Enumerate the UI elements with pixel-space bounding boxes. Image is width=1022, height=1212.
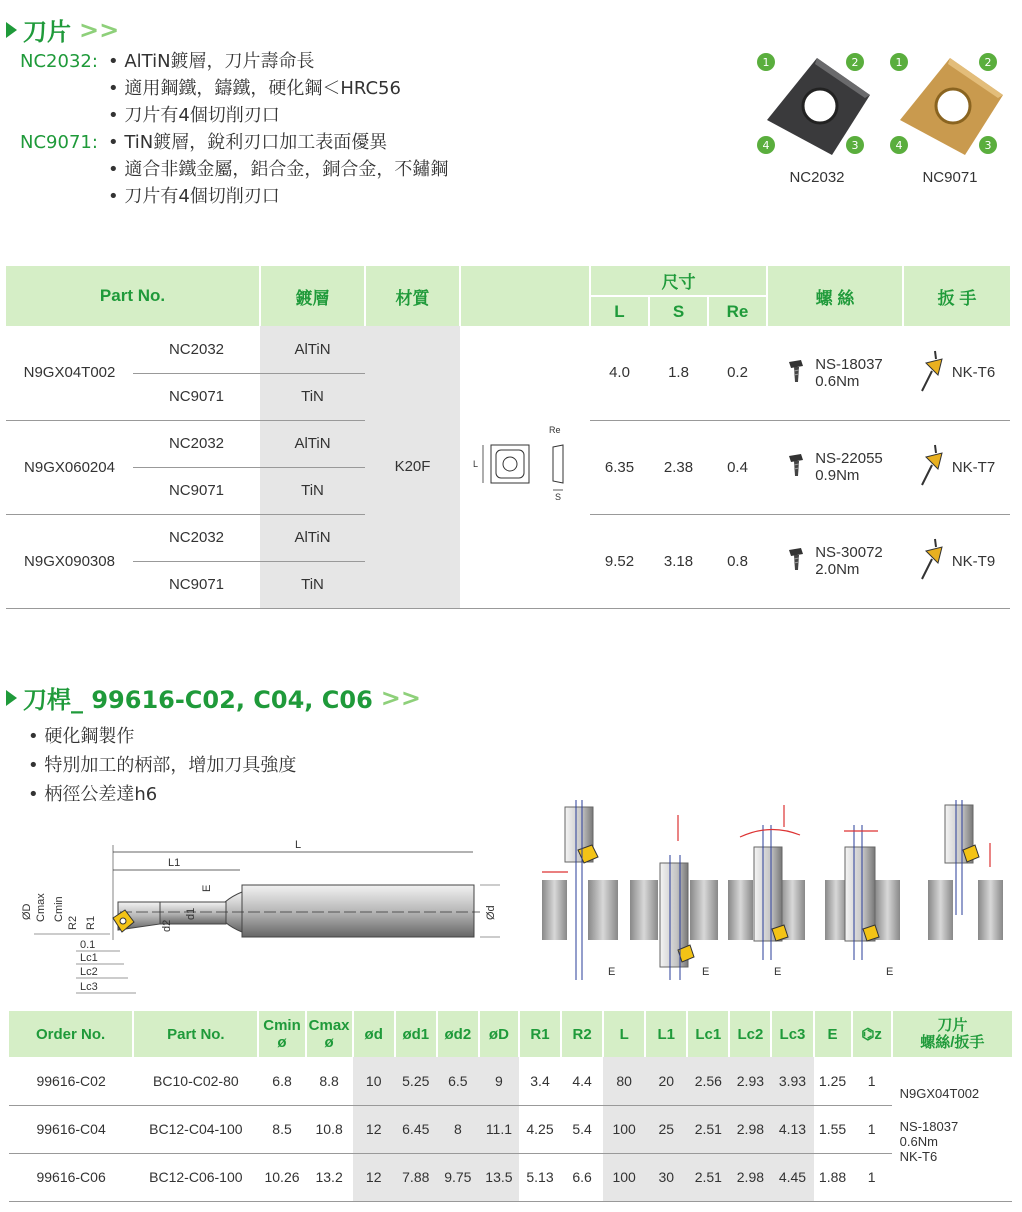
holder-th-11: L1: [645, 1011, 687, 1057]
th-screw: 螺 絲: [767, 266, 903, 326]
S-cell: 1.8: [649, 326, 708, 420]
grade-cell: NC2032: [133, 326, 260, 373]
holder-th-13: Lc2: [729, 1011, 771, 1057]
operation-diagrams: [530, 795, 1010, 985]
holder-cell: 20: [645, 1057, 687, 1105]
holder-cell: 6.6: [561, 1153, 603, 1201]
spec-torque: 0.6Nm: [899, 1134, 938, 1149]
th-material: 材質: [365, 266, 460, 326]
holder-cell: 10: [353, 1057, 395, 1105]
insert-image-nc2032: [752, 50, 882, 190]
svg-text:3: 3: [851, 139, 859, 152]
dim-d1: d1: [185, 907, 197, 920]
feature-text: • TiN鍍層，銳利刃口加工表面優異: [108, 132, 388, 153]
wrench-icon: [918, 349, 946, 397]
feature-text: • 適用鋼鐵，鑄鐵，硬化鋼＜HRC56: [108, 78, 401, 99]
insert-title-text: 刀片: [23, 18, 71, 46]
coating-cell: AlTiN: [260, 326, 365, 373]
holder-cell: 3.93: [771, 1057, 813, 1105]
grade-cell: NC2032: [133, 514, 260, 561]
holder-th-14: Lc3: [771, 1011, 813, 1057]
holder-th-7: øD: [479, 1011, 519, 1057]
svg-text:2: 2: [851, 56, 859, 69]
screw-code: NS-22055: [815, 450, 883, 467]
holder-cell: 99616-C06: [9, 1153, 133, 1201]
holder-cell: 12: [353, 1153, 395, 1201]
holder-cell: 8.8: [306, 1057, 353, 1105]
holder-th-4: ød: [353, 1011, 395, 1057]
dim-d2: d2: [161, 919, 173, 932]
screw-torque: 0.9Nm: [815, 467, 860, 484]
coating-cell: AlTiN: [260, 514, 365, 561]
holder-title-text: 刀桿_ 99616-C02, C04, C06: [23, 686, 373, 714]
table-row: [9, 1057, 1012, 1105]
feature-grade-label: [20, 75, 108, 102]
feature-text: • AlTiN鍍層，刀片壽命長: [108, 51, 315, 72]
feature-grade-label: [20, 183, 108, 210]
holder-cell: BC12-C06-100: [133, 1153, 258, 1201]
coating-cell: AlTiN: [260, 420, 365, 467]
material-cell: K20F: [365, 326, 460, 608]
tool-holder-drawing: [10, 830, 510, 1000]
holder-cell: 9.75: [437, 1153, 479, 1201]
holder-cell: BC10-C02-80: [133, 1057, 258, 1105]
insert-caption-nc9071: NC9071: [922, 169, 978, 186]
holder-cell: 100: [603, 1105, 645, 1153]
wrench-cell: [903, 326, 1010, 420]
triangle-bullet-icon: [6, 690, 17, 706]
triangle-bullet-icon: [6, 22, 17, 38]
insert-image-nc9071: [885, 50, 1015, 190]
holder-th-17: 刀片 螺絲/扳手: [892, 1011, 1012, 1057]
holder-feature-3: • 柄徑公差達h6: [28, 784, 158, 805]
screw-icon: [787, 452, 809, 482]
insert-feature-1: [20, 48, 580, 75]
holder-cell: 25: [645, 1105, 687, 1153]
wrench-code: NK-T7: [951, 458, 996, 476]
spec-insert: N9GX04T002: [899, 1086, 980, 1101]
S-cell: 3.18: [649, 514, 708, 608]
holder-cell: 5.13: [519, 1153, 561, 1201]
title-arrows: >>: [380, 683, 422, 712]
insert-section-title: [6, 12, 119, 47]
dim-Cmax: Cmax: [35, 893, 47, 922]
dim-Cmin: Cmin: [53, 896, 65, 922]
dim-L1: L1: [168, 857, 181, 869]
holder-cell: 9: [479, 1057, 519, 1105]
holder-cell: 5.4: [561, 1105, 603, 1153]
feature-text: • 刀片有4個切削刃口: [108, 105, 280, 126]
dim-Lc2: Lc2: [80, 966, 98, 978]
screw-code: NS-30072: [815, 544, 883, 561]
holder-cell: 1.55: [814, 1105, 852, 1153]
feature-grade-label: [20, 102, 108, 129]
op-E-3: E: [774, 966, 782, 978]
screw-cell: [767, 420, 903, 514]
insert-feature-6: [20, 183, 580, 210]
L-cell: 6.35: [590, 420, 649, 514]
insert-caption-nc2032: NC2032: [789, 169, 845, 186]
svg-text:2: 2: [984, 56, 992, 69]
holder-cell: 30: [645, 1153, 687, 1201]
feature-text: • 刀片有4個切削刃口: [108, 186, 280, 207]
holder-cell: 2.56: [687, 1057, 729, 1105]
holder-cell: 4.45: [771, 1153, 813, 1201]
feature-grade-label: [20, 156, 108, 183]
holder-cell: 1: [852, 1153, 892, 1201]
screw-torque: 0.6Nm: [815, 372, 860, 390]
holder-cell: 8: [437, 1105, 479, 1153]
grade-cell: NC9071: [133, 561, 260, 608]
screw-icon: [787, 358, 809, 388]
insert-feature-4: [20, 129, 580, 156]
holder-cell: 99616-C02: [9, 1057, 133, 1105]
holder-cell: 2.98: [729, 1105, 771, 1153]
wrench-icon: [918, 537, 946, 585]
holder-cell: 99616-C04: [9, 1105, 133, 1153]
coating-cell: TiN: [260, 561, 365, 608]
holder-th-0: Order No.: [9, 1011, 133, 1057]
grade-cell: NC2032: [133, 420, 260, 467]
part-no-cell: N9GX060204: [6, 420, 133, 514]
holder-th-15: E: [814, 1011, 852, 1057]
holder-cell: 1.88: [814, 1153, 852, 1201]
svg-text:4: 4: [895, 139, 903, 152]
feature-text: • 適合非鐵金屬，鋁合金，銅合金，不鏽鋼: [108, 159, 449, 180]
th-S: S: [649, 296, 708, 326]
wrench-code: NK-T6: [951, 364, 996, 382]
th-part-no: Part No.: [6, 266, 260, 326]
insert-features: [20, 48, 580, 210]
holder-th-16: ⌬z: [852, 1011, 892, 1057]
dim-01: 0.1: [80, 939, 96, 951]
Re-cell: 0.8: [708, 514, 767, 608]
holder-cell: 6.5: [437, 1057, 479, 1105]
feature-grade-label: NC9071:: [20, 132, 98, 153]
table-row: [9, 1105, 1012, 1153]
holder-cell: 2.93: [729, 1057, 771, 1105]
part-no-cell: N9GX04T002: [6, 326, 133, 420]
svg-text:1: 1: [762, 56, 770, 69]
holder-th-6: ød2: [437, 1011, 479, 1057]
holder-cell: 1.25: [814, 1057, 852, 1105]
holder-cell: 12: [353, 1105, 395, 1153]
Re-cell: 0.2: [708, 326, 767, 420]
holder-th-10: L: [603, 1011, 645, 1057]
coating-cell: TiN: [260, 467, 365, 514]
holder-cell: 1: [852, 1105, 892, 1153]
holder-cell: 7.88: [395, 1153, 437, 1201]
holder-th-3: Cmax ø: [306, 1011, 353, 1057]
op-E-1: E: [608, 966, 616, 978]
op-E-2: E: [702, 966, 710, 978]
feature-grade-label: NC2032:: [20, 51, 98, 72]
svg-text:3: 3: [984, 139, 992, 152]
holder-cell: 11.1: [479, 1105, 519, 1153]
holder-th-2: Cmin ø: [258, 1011, 305, 1057]
diagram-L: L: [473, 458, 479, 469]
holder-cell: 8.5: [258, 1105, 305, 1153]
holder-cell: 2.98: [729, 1153, 771, 1201]
th-wrench: 扳 手: [903, 266, 1010, 326]
holder-th-5: ød1: [395, 1011, 437, 1057]
holder-features: [28, 722, 296, 809]
wrench-code: NK-T9: [951, 552, 996, 570]
holder-cell: 5.25: [395, 1057, 437, 1105]
holder-section-title: [6, 680, 421, 715]
spec-screw: NS-18037: [899, 1119, 959, 1134]
holder-cell: 4.13: [771, 1105, 813, 1153]
screw-icon: [787, 546, 809, 576]
holder-cell: 2.51: [687, 1153, 729, 1201]
wrench-cell: [903, 514, 1010, 608]
holder-cell: 80: [603, 1057, 645, 1105]
dim-E: E: [201, 884, 213, 892]
L-cell: 4.0: [590, 326, 649, 420]
title-arrows: >>: [79, 15, 120, 44]
holder-cell: 13.2: [306, 1153, 353, 1201]
holder-feature-2: • 特別加工的柄部，增加刀具強度: [28, 755, 297, 776]
insert-table: [6, 266, 1010, 609]
th-Re: Re: [708, 296, 767, 326]
table-row: [9, 1153, 1012, 1201]
screw-code: NS-18037: [815, 355, 883, 373]
holder-th-8: R1: [519, 1011, 561, 1057]
Re-cell: 0.4: [708, 420, 767, 514]
holder-table: [9, 1011, 1012, 1202]
holder-cell: 10.8: [306, 1105, 353, 1153]
holder-insert-spec-cell: [892, 1057, 1012, 1201]
holder-cell: 6.45: [395, 1105, 437, 1153]
diagram-Re: Re: [549, 424, 561, 435]
holder-cell: 10.26: [258, 1153, 305, 1201]
part-no-cell: N9GX090308: [6, 514, 133, 608]
grade-cell: NC9071: [133, 467, 260, 514]
dim-Lc3: Lc3: [80, 981, 98, 993]
spec-wrench: NK-T6: [899, 1149, 938, 1164]
dim-L: L: [295, 839, 302, 851]
svg-text:4: 4: [762, 139, 770, 152]
screw-torque: 2.0Nm: [815, 561, 860, 578]
dim-D: ØD: [21, 903, 33, 920]
holder-cell: 1: [852, 1057, 892, 1105]
holder-th-1: Part No.: [133, 1011, 258, 1057]
dim-d: Ød: [485, 905, 497, 920]
th-coating: 鍍層: [260, 266, 365, 326]
th-size: 尺寸: [590, 266, 767, 296]
diagram-S: S: [555, 491, 562, 502]
dim-R1: R1: [85, 915, 97, 930]
th-diagram: [460, 266, 590, 326]
wrench-cell: [903, 420, 1010, 514]
insert-feature-3: [20, 102, 580, 129]
table-row: [6, 326, 1010, 373]
insert-feature-5: [20, 156, 580, 183]
holder-th-12: Lc1: [687, 1011, 729, 1057]
holder-cell: 13.5: [479, 1153, 519, 1201]
holder-th-9: R2: [561, 1011, 603, 1057]
grade-cell: NC9071: [133, 373, 260, 420]
coating-cell: TiN: [260, 373, 365, 420]
dim-Lc1: Lc1: [80, 952, 98, 964]
wrench-icon: [918, 443, 946, 491]
L-cell: 9.52: [590, 514, 649, 608]
holder-cell: 2.51: [687, 1105, 729, 1153]
holder-cell: 6.8: [258, 1057, 305, 1105]
S-cell: 2.38: [649, 420, 708, 514]
th-L: L: [590, 296, 649, 326]
insert-dimension-diagram: [460, 326, 590, 608]
svg-text:1: 1: [895, 56, 903, 69]
holder-cell: 3.4: [519, 1057, 561, 1105]
holder-cell: 4.25: [519, 1105, 561, 1153]
dim-R2: R2: [67, 915, 79, 930]
screw-cell: [767, 326, 903, 420]
op-E-4: E: [886, 966, 894, 978]
screw-cell: [767, 514, 903, 608]
holder-feature-1: • 硬化鋼製作: [28, 726, 135, 747]
holder-cell: 100: [603, 1153, 645, 1201]
holder-cell: 4.4: [561, 1057, 603, 1105]
insert-feature-2: [20, 75, 580, 102]
holder-cell: BC12-C04-100: [133, 1105, 258, 1153]
